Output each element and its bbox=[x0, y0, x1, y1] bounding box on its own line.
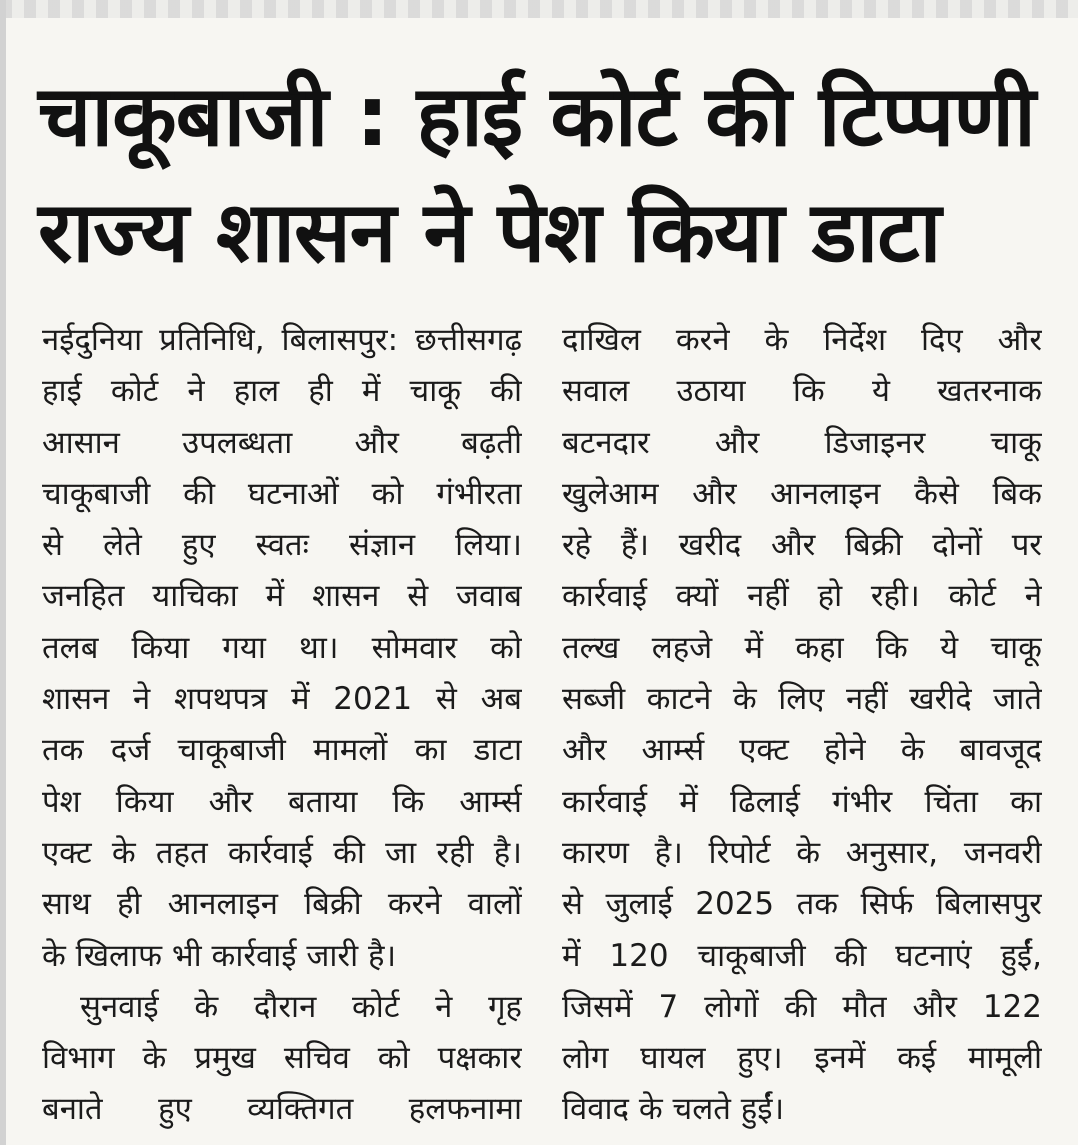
previous-article-edge bbox=[0, 0, 1078, 18]
text-line: में 120 चाकूबाजी की घटनाएं हुईं, bbox=[562, 937, 1042, 974]
text-line: जिसमें 7 लोगों की मौत और 122 bbox=[562, 988, 1042, 1025]
text-line: से जुलाई 2025 तक सिर्फ बिलासपुर bbox=[562, 886, 1042, 923]
text-line: सवाल उठाया कि ये खतरनाक bbox=[562, 373, 1042, 410]
text-line: कार्रवाई में ढिलाई गंभीर चिंता का bbox=[562, 783, 1042, 820]
text-line: कारण है। रिपोर्ट के अनुसार, जनवरी bbox=[562, 834, 1042, 871]
text-line: विवाद के चलते हुईं। bbox=[562, 1091, 785, 1128]
text-line: और आर्म्स एक्ट होने के बावजूद bbox=[562, 732, 1042, 769]
text-line: पेश किया और बताया कि आर्म्स bbox=[42, 783, 522, 820]
text-line: हाई कोर्ट ने हाल ही में चाकू की bbox=[42, 373, 522, 410]
text-line: आसान उपलब्धता और बढ़ती bbox=[42, 424, 522, 461]
text-line: तल्ख लहजे में कहा कि ये चाकू bbox=[562, 629, 1042, 666]
text-line: साथ ही आनलाइन बिक्री करने वालों bbox=[42, 886, 522, 923]
text-line: तक दर्ज चाकूबाजी मामलों का डाटा bbox=[42, 732, 522, 769]
text-line: तलब किया गया था। सोमवार को bbox=[42, 629, 522, 666]
text-line: सब्जी काटने के लिए नहीं खरीदे जाते bbox=[562, 681, 1042, 718]
text-line: शासन ने शपथपत्र में 2021 से अब bbox=[42, 681, 522, 718]
text-line: नईदुनिया प्रतिनिधि, बिलासपुर: छत्तीसगढ़ bbox=[42, 322, 522, 358]
text-line: सुनवाई के दौरान कोर्ट ने गृह bbox=[80, 988, 522, 1025]
text-line: के खिलाफ भी कार्रवाई जारी है। bbox=[42, 937, 397, 974]
text-line: बटनदार और डिजाइनर चाकू bbox=[562, 424, 1042, 461]
text-line: चाकूबाजी की घटनाओं को गंभीरता bbox=[42, 475, 522, 512]
text-line: रहे हैं। खरीद और बिक्री दोनों पर bbox=[562, 527, 1042, 564]
headline-line-1: चाकूबाजी : हाई कोर्ट की टिप्पणी bbox=[38, 67, 1035, 165]
text-line: एक्ट के तहत कार्रवाई की जा रही है। bbox=[42, 834, 522, 871]
article-column-right bbox=[562, 315, 1042, 1136]
text-line: खुलेआम और आनलाइन कैसे बिक bbox=[562, 475, 1042, 512]
text-line: जनहित याचिका में शासन से जवाब bbox=[42, 578, 522, 615]
text-line: विभाग के प्रमुख सचिव को पक्षकार bbox=[42, 1040, 522, 1077]
text-line: से लेते हुए स्वतः संज्ञान लिया। bbox=[42, 527, 522, 564]
text-line: बनाते हुए व्यक्तिगत हलफनामा bbox=[42, 1091, 522, 1128]
column-edge bbox=[0, 0, 6, 1145]
headline bbox=[38, 58, 1038, 290]
text-line: दाखिल करने के निर्देश दिए और bbox=[562, 322, 1042, 358]
text-line: कार्रवाई क्यों नहीं हो रही। कोर्ट ने bbox=[562, 578, 1042, 615]
article-column-left bbox=[42, 315, 522, 1136]
text-line: लोग घायल हुए। इनमें कई मामूली bbox=[562, 1040, 1042, 1077]
headline-line-2: राज्य शासन ने पेश किया डाटा bbox=[38, 183, 941, 281]
